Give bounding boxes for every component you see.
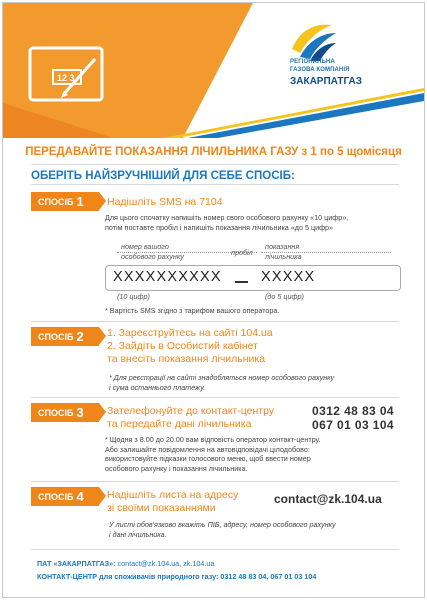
- method-3-badge: СПОСІБ 3: [31, 403, 99, 422]
- footer-contact-center: КОНТАКТ-ЦЕНТР для споживачів природного газу: 0312 48 83 04, 067 01 03 104: [37, 572, 317, 581]
- method-1-badge: СПОСІБ 1: [31, 192, 99, 211]
- method-2-badge: СПОСІБ 2: [31, 327, 99, 346]
- account-digits-note: (10 цифр): [117, 292, 150, 301]
- method-3-note: * Щодня з 8.00 до 20.00 вам відповість оператор контакт-центру. Або залишайте повідомлення на автовідповідачі цілодобово: використовуйте підказки голосового меню, щоб ввести номер особового рахунку і показання лічильника.: [105, 435, 321, 473]
- account-number-label: номер вашого особового рахунку: [121, 242, 184, 261]
- account-placeholder: XXXXXXXXXX: [113, 269, 222, 285]
- method-4-badge: СПОСІБ 4: [31, 487, 99, 506]
- divider: [31, 184, 399, 185]
- method-1-title: Надішліть SMS на 7104: [107, 196, 223, 208]
- method-1-description: Для цього спочатку напишіть номер свого особового рахунку «10 цифр», потім поставте пробіл і напишіть показання лічильника «до 5 цифр»: [105, 213, 349, 232]
- divider: [31, 481, 399, 482]
- footer-company-contacts: ПАТ «ЗАКАРПАТГАЗ»: contact@zk.104.ua, zk.104.ua: [37, 559, 215, 568]
- contact-email[interactable]: contact@zk.104.ua: [274, 492, 382, 506]
- divider: [31, 549, 399, 550]
- svg-text:12 3: 12 3: [57, 73, 75, 83]
- method-3-title: Зателефонуйте до контакт-центру та передайте дані лічильника: [107, 405, 275, 430]
- company-logo-icon: [286, 19, 418, 63]
- meter-placeholder: XXXXX: [261, 269, 316, 285]
- method-1-note: * Вартість SMS згідно з тарифом вашого оператора.: [105, 306, 280, 315]
- meter-digits-note: (до 5 цифр): [265, 292, 304, 301]
- choose-heading: ОБЕРІТЬ НАЙЗРУЧНІШИЙ ДЛЯ СЕБЕ СПОСІБ:: [31, 170, 295, 182]
- method-2-note: * Для реєстрації на сайті знадобляться номер особового рахунку і сума останнього платежу.: [109, 373, 335, 392]
- phone-number-1[interactable]: 0312 48 83 04: [312, 404, 394, 418]
- space-marker: [235, 281, 248, 283]
- poster: [2, 2, 425, 598]
- meter-reading-label: показання лічильника: [265, 242, 302, 261]
- phone-number-2[interactable]: 067 01 03 104: [312, 418, 394, 432]
- headline: ПЕРЕДАВАЙТЕ ПОКАЗАННЯ ЛІЧИЛЬНИКА ГАЗУ з 1 по 5 щомісяця: [25, 146, 402, 158]
- method-4-note: У листі обов'язково вкажіть ПІБ, адресу, номер особового рахунку і дані лічильника.: [109, 520, 336, 539]
- divider: [31, 321, 399, 322]
- method-4-title: Надішліть листа на адресу зі своїми показаннями: [107, 489, 239, 514]
- divider: [31, 397, 399, 398]
- divider: [31, 164, 399, 165]
- footer-links[interactable]: contact@zk.104.ua, zk.104.ua: [117, 559, 215, 568]
- logo-subtitle: РЕГІОНАЛЬНА ГАЗОВА КОМПАНІЯ: [290, 59, 350, 73]
- logo-company-name: ЗАКАРПАТГАЗ: [290, 76, 363, 87]
- space-label: пробіл: [231, 248, 253, 257]
- method-2-title: 1. Зареєструйтесь на сайті 104.ua 2. Зайдіть в Особистий кабінет та внесіть показання лічильника: [107, 327, 273, 365]
- label-line: [261, 252, 391, 253]
